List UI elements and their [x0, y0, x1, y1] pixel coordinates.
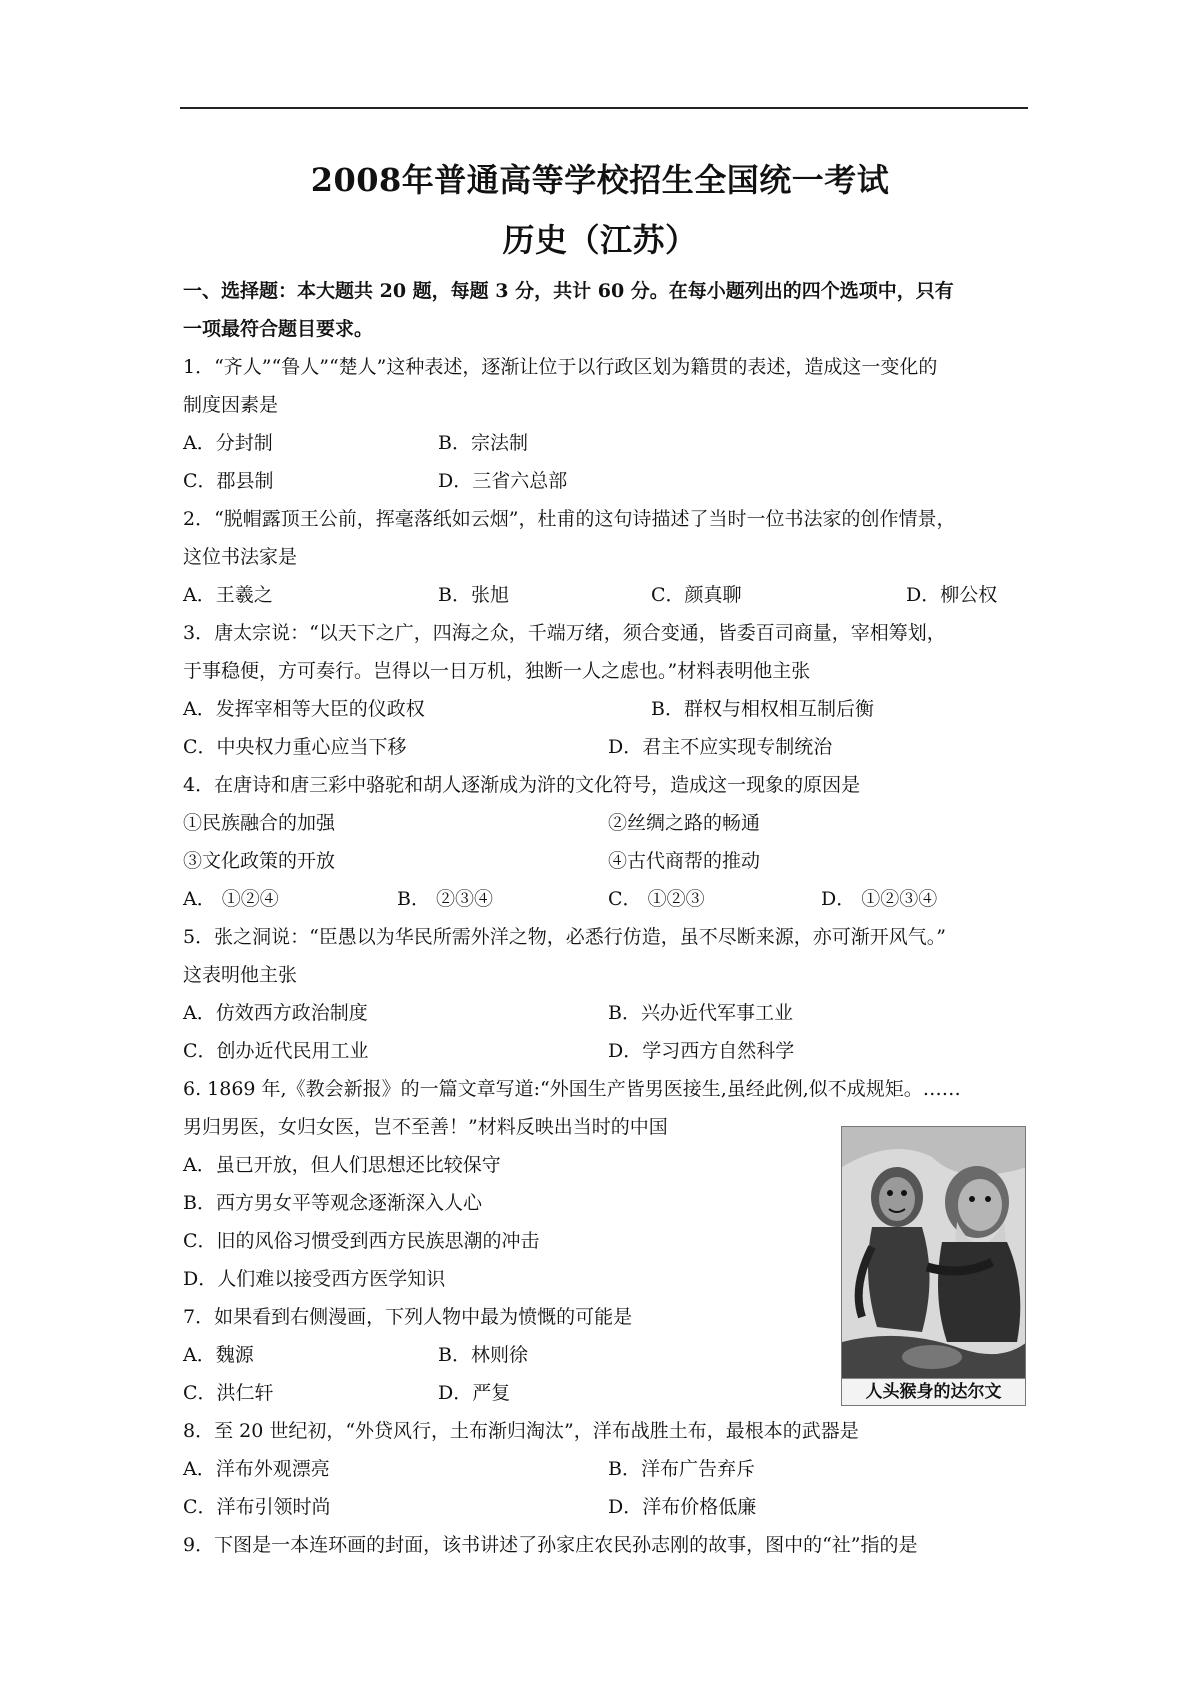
question-5-option-b: B．兴办近代军事工业	[608, 1002, 793, 1024]
question-8-line-1: 8．至 20 世纪初，“外贷风行，土布渐归淘汰”，洋布战胜土布，最根本的武器是	[183, 1420, 859, 1442]
question-4-line-1: 4．在唐诗和唐三彩中骆驼和胡人逐渐成为浒的文化符号，造成这一现象的原因是	[183, 774, 861, 796]
question-7-option-d: D．严复	[438, 1382, 511, 1404]
question-4-item-2: ②丝绸之路的畅通	[608, 812, 761, 834]
question-3-option-b: B．群权与相权相互制后衡	[651, 698, 874, 720]
question-8-option-b: B．洋布广告弃斥	[608, 1458, 755, 1480]
question-4-option-b: B． ②③④	[397, 888, 494, 910]
question-6-option-b: B．西方男女平等观念逐渐深入人心	[183, 1192, 482, 1214]
question-5-line-1: 5．张之洞说：“臣愚以为华民所需外洋之物，必悉行仿造，虽不尽断来源，亦可渐开风气。”	[183, 926, 947, 948]
question-7-option-c: C．洪仁轩	[183, 1382, 274, 1404]
question-6-line-2: 男归男医，女归女医，岂不至善！”材料反映出当时的中国	[183, 1116, 668, 1138]
question-4-option-c: C． ①②③	[608, 888, 705, 910]
question-5-line-2: 这表明他主张	[183, 964, 298, 986]
question-1-line-1: 1．“齐人”“鲁人”“楚人”这种表述，逐渐让位于以行政区划为籍贯的表述，造成这一变化的	[183, 356, 938, 378]
section-heading-line-2: 一项最符合题目要求。	[183, 318, 374, 340]
question-6-option-c: C．旧的风俗习惯受到西方民族思潮的冲击	[183, 1230, 540, 1252]
question-3-option-c: C．中央权力重心应当下移	[183, 736, 407, 758]
question-3-option-d: D．君主不应实现专制统治	[608, 736, 833, 758]
question-1-option-a: A．分封制	[183, 432, 273, 454]
question-2-option-d: D．柳公权	[906, 584, 998, 606]
question-4-item-3: ③文化政策的开放	[183, 850, 336, 872]
question-6-line-1: 6. 1869 年,《教会新报》的一篇文章写道:“外国生产皆男医接生,虽经此例,似不成规矩。……	[183, 1078, 961, 1100]
question-1-line-2: 制度因素是	[183, 394, 279, 416]
question-5-option-a: A．仿效西方政治制度	[183, 1002, 368, 1024]
question-4-option-a: A． ①②④	[183, 888, 279, 910]
top-rule	[180, 107, 1028, 109]
cartoon-caption: 人头猴身的达尔文	[842, 1378, 1025, 1405]
question-5-option-c: C．创办近代民用工业	[183, 1040, 369, 1062]
question-7-line-1: 7．如果看到右侧漫画，下列人物中最为愤慨的可能是	[183, 1306, 633, 1328]
question-8-option-a: A．洋布外观漂亮	[183, 1458, 330, 1480]
question-2-line-1: 2．“脱帽露顶王公前，挥毫落纸如云烟”，杜甫的这句诗描述了当时一位书法家的创作情景，	[183, 508, 956, 530]
question-2-option-b: B．张旭	[438, 584, 509, 606]
question-2-option-a: A．王羲之	[183, 584, 273, 606]
section-heading-line-1: 一、选择题：本大题共 20 题，每题 3 分，共计 60 分。在每小题列出的四个选项中，只有	[183, 280, 954, 302]
question-4-option-d: D． ①②③④	[821, 888, 938, 910]
question-6-option-d: D．人们难以接受西方医学知识	[183, 1268, 446, 1290]
question-3-option-a: A．发挥宰相等大臣的仪政权	[183, 698, 425, 720]
question-2-line-2: 这位书法家是	[183, 546, 298, 568]
question-1-option-c: C．郡县制	[183, 470, 274, 492]
question-9-line-1: 9．下图是一本连环画的封面，该书讲述了孙家庄农民孙志刚的故事，图中的“社”指的是	[183, 1534, 918, 1556]
question-3-line-1: 3．唐太宗说：“以天下之广，四海之众，千端万绪，须合变通，皆委百司商量，宰相筹划，	[183, 622, 946, 644]
cartoon-drawing	[842, 1127, 1026, 1381]
question-8-option-d: D．洋布价格低廉	[608, 1496, 757, 1518]
question-7-option-a: A．魏源	[183, 1344, 254, 1366]
exam-title: 2008年普通高等学校招生全国统一考试	[310, 161, 890, 199]
question-4-item-4: ④古代商帮的推动	[608, 850, 761, 872]
question-8-option-c: C．洋布引领时尚	[183, 1496, 331, 1518]
question-1-option-b: B．宗法制	[438, 432, 528, 454]
question-3-line-2: 于事稳便，方可奏行。岂得以一日万机，独断一人之虑也。”材料表明他主张	[183, 660, 811, 682]
darwin-cartoon-image	[841, 1126, 1026, 1406]
question-6-option-a: A．虽已开放，但人们思想还比较保守	[183, 1154, 501, 1176]
question-2-option-c: C．颜真聊	[651, 584, 742, 606]
question-1-option-d: D．三省六总部	[438, 470, 568, 492]
question-4-item-1: ①民族融合的加强	[183, 812, 336, 834]
question-5-option-d: D．学习西方自然科学	[608, 1040, 795, 1062]
question-7-option-b: B．林则徐	[438, 1344, 528, 1366]
exam-subtitle: 历史（江苏）	[502, 221, 698, 259]
